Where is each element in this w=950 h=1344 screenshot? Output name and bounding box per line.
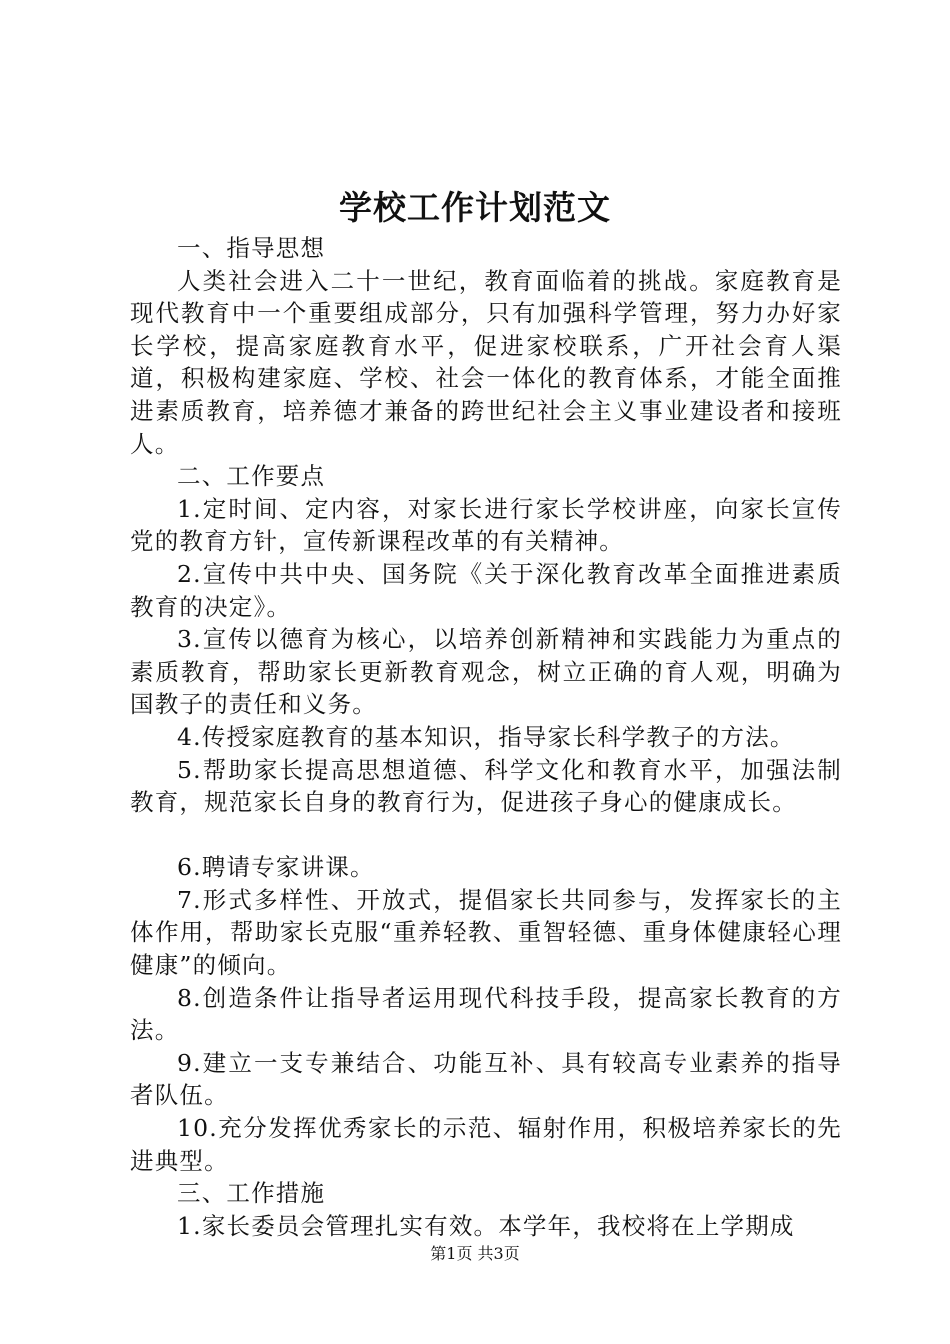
section-heading-3: 三、工作措施 [177,1179,326,1208]
list-item: 5.帮助家长提高思想道德、科学文化和教育水平，加强法制教育，规范家长自身的教育行为，促进孩子身心的健康成长。 [130,755,842,817]
page-footer: 第1页 共3页 [430,1244,520,1263]
document-title: 学校工作计划范文 [339,188,611,227]
section-heading-1: 一、指导思想 [177,234,326,262]
list-item: 10.充分发挥优秀家长的示范、辐射作用，积极培养家长的先进典型。 [130,1114,842,1175]
section-heading-2: 二、工作要点 [177,462,326,491]
list-item: 3.宣传以德育为核心，以培养创新精神和实践能力为重点的素质教育，帮助家长更新教育观念，树立正确的育人观，明确为国教子的责任和义务。 [130,625,842,719]
list-item: 8.创造条件让指导者运用现代科技手段，提高家长教育的方法。 [130,983,842,1045]
body-paragraph: 人类社会进入二十一世纪，教育面临着的挑战。家庭教育是现代教育中一个重要组成部分，只有加强科学管理，努力办好家长学校，提高家庭教育水平，促进家校联系，广开社会育人渠道，积极构建家庭、学校、社会一体化的教育体系，才能全面推进素质教育，培养德才兼备的跨世纪社会主义事业建设者和接班人。 [130,266,842,458]
document-body [130,232,842,1242]
list-item: 1.家长委员会管理扎实有效。本学年，我校将在上学期成 [177,1211,795,1240]
list-item: 2.宣传中共中央、国务院《关于深化教育改革全面推进素质教育的决定》。 [130,559,842,621]
list-item: 4.传授家庭教育的基本知识，指导家长科学教子的方法。 [177,722,795,751]
list-item: 9.建立一支专兼结合、功能互补、具有较高专业素养的指导者队伍。 [130,1048,842,1110]
list-item: 1.定时间、定内容，对家长进行家长学校讲座，向家长宣传党的教育方针，宣传新课程改革的有关精神。 [130,494,842,556]
list-item: 7.形式多样性、开放式，提倡家长共同参与，发挥家长的主体作用，帮助家长克服“重养轻教、重智轻德、重身体健康轻心理健康”的倾向。 [130,885,842,980]
list-item: 6.聘请专家讲课。 [177,853,375,882]
